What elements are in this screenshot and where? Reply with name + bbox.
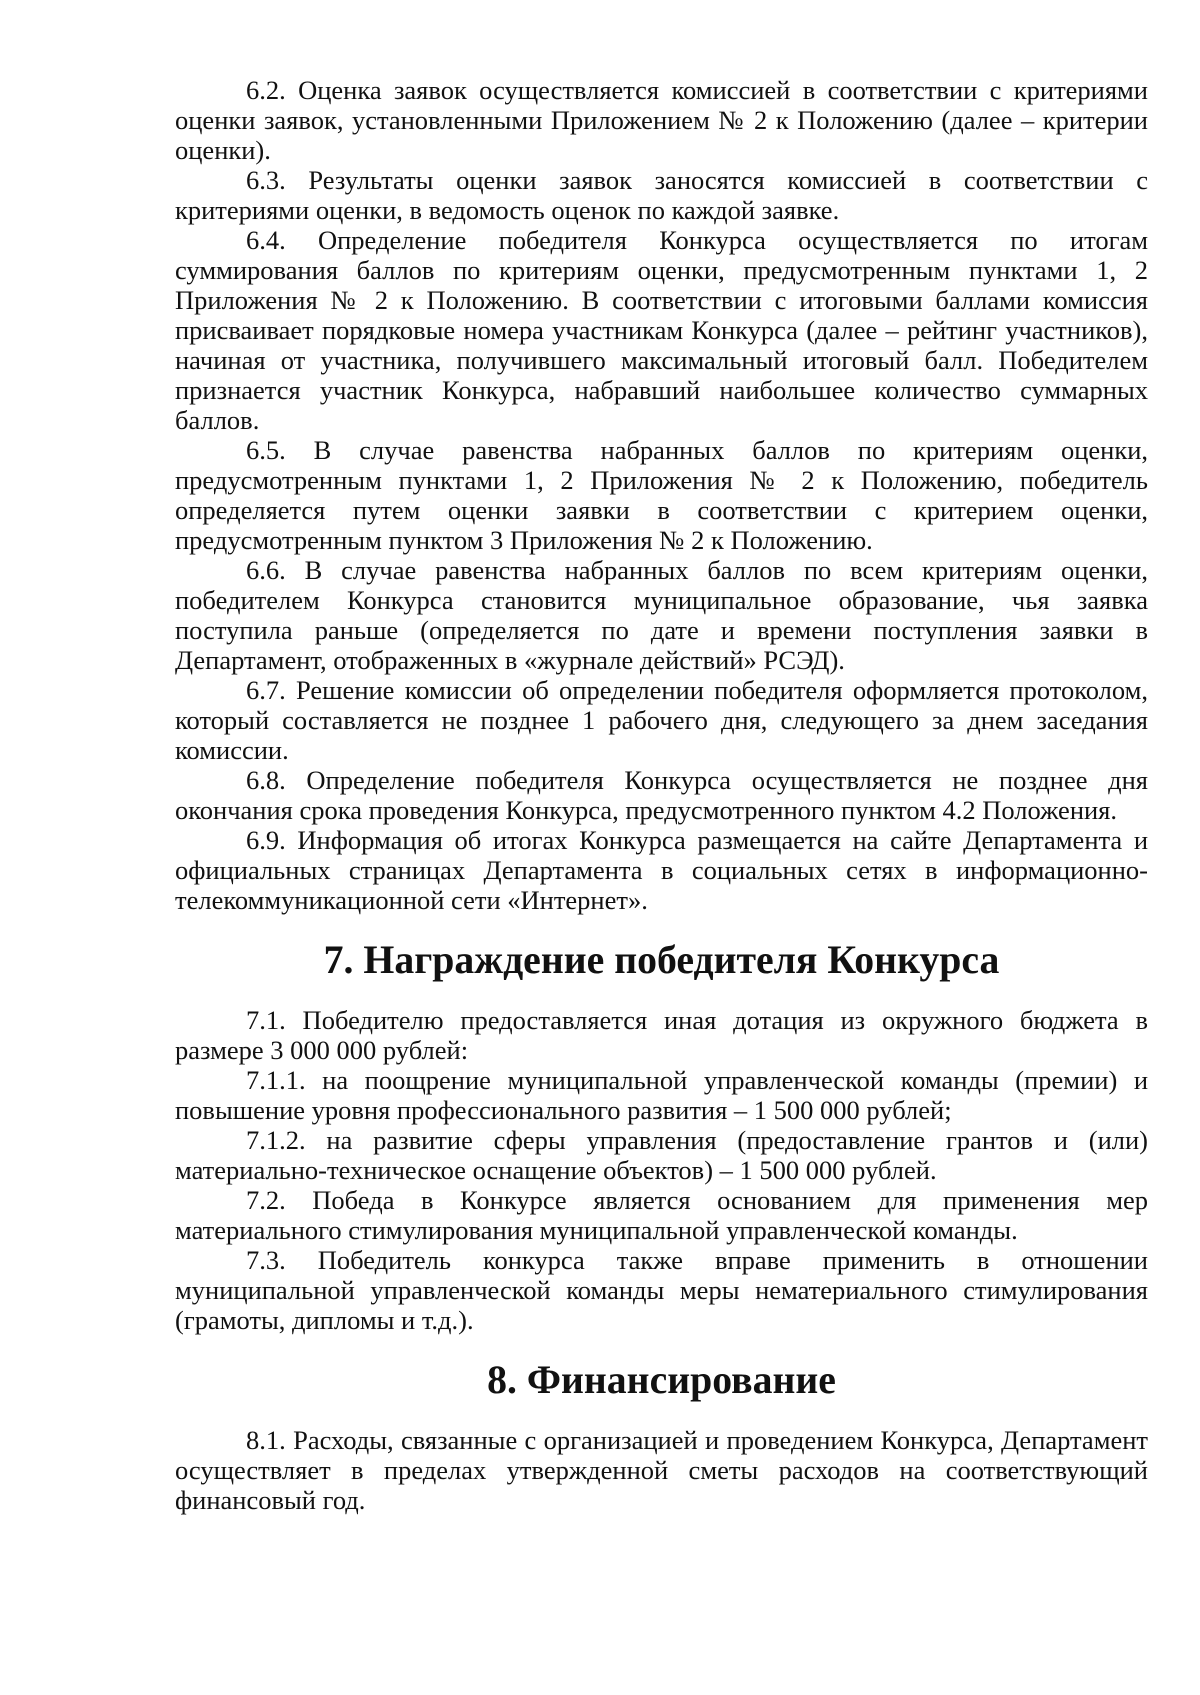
paragraph-7-1-1: 7.1.1. на поощрение муниципальной управленческой команды (премии) и повышение уровня профессионального развития – 1 500 000 рублей; [175,1065,1148,1125]
paragraph-8-1: 8.1. Расходы, связанные с организацией и проведением Конкурса, Департамент осуществляет в пределах утвержденной сметы расходов на соответствующий финансовый год. [175,1425,1148,1515]
section-8-heading: 8. Финансирование [487,1358,836,1402]
document-page [175,75,1148,1515]
paragraph-7-1: 7.1. Победителю предоставляется иная дотация из окружного бюджета в размере 3 000 000 рублей: [175,1005,1148,1065]
paragraph-7-3: 7.3. Победитель конкурса также вправе применить в отношении муниципальной управленческой команды меры нематериального стимулирования (грамоты, дипломы и т.д.). [175,1245,1148,1335]
section-7-heading: 7. Награждение победителя Конкурса [323,938,1000,982]
paragraph-6-6: 6.6. В случае равенства набранных баллов по всем критериям оценки, победителем Конкурса становится муниципальное образование, чья заявка поступила раньше (определяется по дате и времени поступления заявки в Департамент, отображенных в «журнале действий» РСЭД). [175,555,1148,675]
paragraph-7-2: 7.2. Победа в Конкурсе является основанием для применения мер материального стимулирования муниципальной управленческой команды. [175,1185,1148,1245]
paragraph-6-5: 6.5. В случае равенства набранных баллов по критериям оценки, предусмотренным пунктами 1, 2 Приложения № 2 к Положению, победитель определяется путем оценки заявки в соответствии с критерием оценки, предусмотренным пунктом 3 Приложения № 2 к Положению. [175,435,1148,555]
paragraph-6-2: 6.2. Оценка заявок осуществляется комиссией в соответствии с критериями оценки заявок, установленными Приложением № 2 к Положению (далее – критерии оценки). [175,75,1148,165]
paragraph-7-1-2: 7.1.2. на развитие сферы управления (предоставление грантов и (или) материально-техническое оснащение объектов) – 1 500 000 рублей. [175,1125,1148,1185]
paragraph-6-4: 6.4. Определение победителя Конкурса осуществляется по итогам суммирования баллов по критериям оценки, предусмотренным пунктами 1, 2 Приложения № 2 к Положению. В соответствии с итоговыми баллами комиссия присваивает порядковые номера участникам Конкурса (далее – рейтинг участников), начиная от участника, получившего максимальный итоговый балл. Победителем признается участник Конкурса, набравший наибольшее количество суммарных баллов. [175,225,1148,435]
paragraph-6-8: 6.8. Определение победителя Конкурса осуществляется не позднее дня окончания срока проведения Конкурса, предусмотренного пунктом 4.2 Положения. [175,765,1148,825]
paragraph-6-7: 6.7. Решение комиссии об определении победителя оформляется протоколом, который составляется не позднее 1 рабочего дня, следующего за днем заседания комиссии. [175,675,1148,765]
paragraph-6-3: 6.3. Результаты оценки заявок заносятся комиссией в соответствии с критериями оценки, в ведомость оценок по каждой заявке. [175,165,1148,225]
paragraph-6-9: 6.9. Информация об итогах Конкурса размещается на сайте Департамента и официальных страницах Департамента в социальных сетях в информационно-телекоммуникационной сети «Интернет». [175,825,1148,915]
